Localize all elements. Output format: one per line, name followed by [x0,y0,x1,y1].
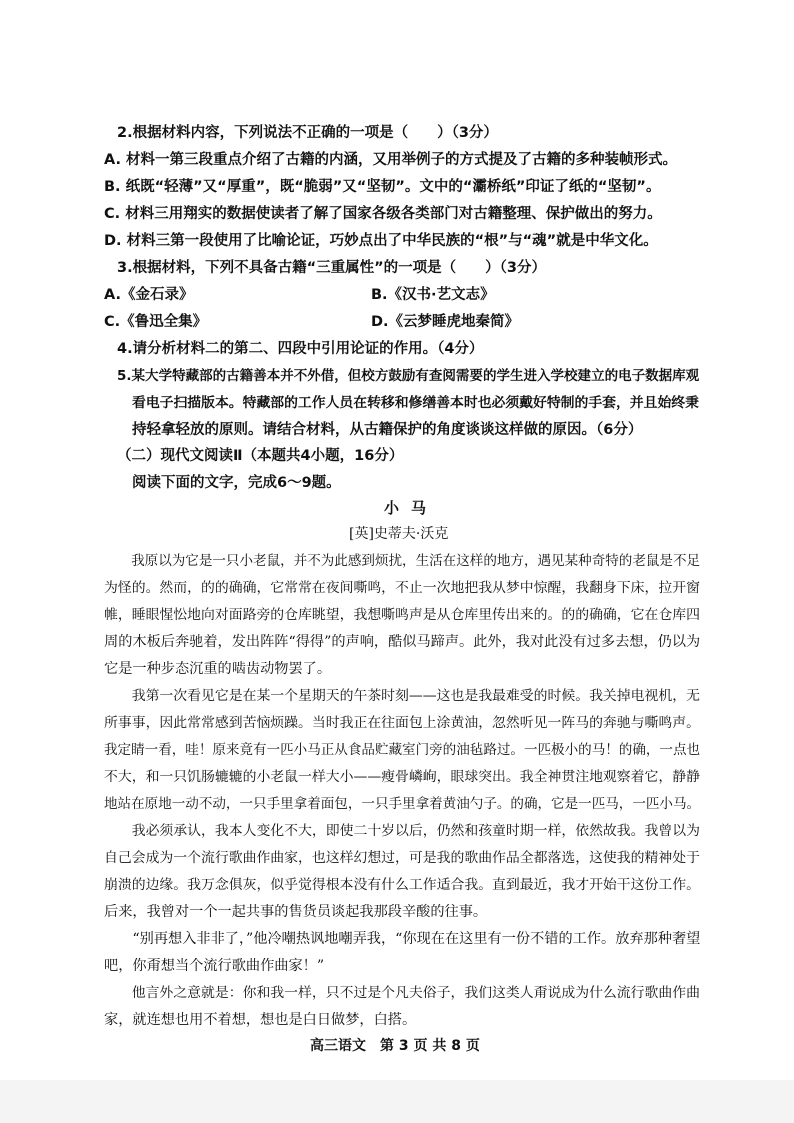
story-line: 后来，我曾对一个一起共事的售货员谈起我那段辛酸的往事。 [104,904,488,920]
q2-option-c: C. 材料三用翔实的数据使读者了解了国家各级各类部门对古籍整理、保护做出的努力。 [104,206,662,222]
q3-option-b: B.《汉书·艺文志》 [371,287,495,303]
section-heading: （二）现代文阅读Ⅱ（本题共4小题，16分） [117,448,404,464]
section-instruction: 阅读下面的文字，完成6～9题。 [132,475,341,491]
q2-stem: 2.根据材料内容，下列说法不正确的一项是（ ）（3分） [117,125,498,141]
story-line: 自己会成为一个流行歌曲作曲家，也这样幻想过，可是我的歌曲作品全都落选，这使我的精神处于 [104,850,700,866]
story-title: 小马 [384,499,439,517]
story-line: 帷，睡眼惺忪地向对面路旁的仓库眺望，我想嘶鸣声是从仓库里传出来的。的的确确，它在仓库四 [104,607,700,623]
q3-option-c: C.《鲁迅全集》 [104,314,208,330]
q2-option-d: D. 材料三第一段使用了比喻论证，巧妙点出了中华民族的“根”与“魂”就是中华文化。 [104,233,658,249]
story-line: 我第一次看见它是在某一个星期天的午茶时刻——这也是我最难受的时候。我关掉电视机，无 [104,688,700,704]
q3-option-a: A.《金石录》 [104,287,194,303]
story-line: 我必须承认，我本人变化不大，即使二十岁以后，仍然和孩童时期一样，依然故我。我曾以为 [104,823,700,839]
q2-option-b: B. 纸既“轻薄”又“厚重”，既“脆弱”又“坚韧”。文中的“灞桥纸”印证了纸的“坚韧”。 [104,179,661,195]
story-line: 为怪的。然而，的的确确，它常常在夜间嘶鸣，不止一次地把我从梦中惊醒，我翻身下床，拉开窗 [104,580,700,596]
q3-option-d: D.《云梦睡虎地秦简》 [371,314,520,330]
story-line: 地站在原地一动不动，一只手里拿着面包，一只手里拿着黄油勺子。的确，它是一匹马，一匹小马。 [104,796,701,812]
story-author: [英]史蒂夫·沃克 [349,526,449,542]
story-line: “别再想入非非了，”他冷嘲热讽地嘲弄我，“你现在在这里有一份不错的工作。放弃那种奢望 [104,931,701,947]
scan-bottom-margin [0,1080,794,1123]
story-line: 不大，和一只饥肠辘辘的小老鼠一样大小——瘦骨嶙峋，眼球突出。我全神贯注地观察着它，静静 [104,769,700,785]
q2-option-a: A. 材料一第三段重点介绍了古籍的内涵，又用举例子的方式提及了古籍的多种装帧形式。 [104,152,678,168]
story-line: 我定睛一看，哇！原来竟有一匹小马正从食品贮藏室门旁的油毡路过。一匹极小的马！的确，一点也 [104,742,701,758]
q3-stem: 3.根据材料，下列不具备古籍“三重属性”的一项是（ ）（3分） [117,260,546,276]
q4-stem: 4.请分析材料二的第二、四段中引用论证的作用。（4分） [117,341,484,357]
story-line: 吧，你甭想当个流行歌曲作曲家！” [104,958,325,974]
page-footer: 高三语文 第 3 页 共 8 页 [310,1038,480,1054]
story-line: 他言外之意就是：你和我一样，只不过是个凡夫俗子，我们这类人甭说成为什么流行歌曲作曲 [104,985,700,1001]
story-line: 家，就连想也用不着想，想也是白日做梦，白搭。 [104,1012,417,1028]
story-line: 周的木板后奔驰着，发出阵阵“得得”的声响，酷似马蹄声。此外，我对此没有过多去想，仍以为 [104,634,701,650]
story-line: 所事事，因此常常感到苦恼烦躁。当时我正在往面包上涂黄油，忽然听见一阵马的奔驰与嘶鸣声。 [104,715,700,731]
q5-line: 5.某大学特藏部的古籍善本并不外借，但校方鼓励有查阅需要的学生进入学校建立的电子数据库观 [117,368,700,384]
story-line: 它是一种步态沉重的啮齿动物罢了。 [104,661,332,677]
story-line: 我原以为它是一只小老鼠，并不为此感到烦扰，生活在这样的地方，遇见某种奇特的老鼠是不足 [104,553,701,569]
story-line: 崩溃的边缘。我万念俱灰，似乎觉得根本没有什么工作适合我。直到最近，我才开始干这份工作。 [104,877,700,893]
q5-line: 持轻拿轻放的原则。请结合材料，从古籍保护的角度谈谈这样做的原因。（6分） [132,422,643,438]
q5-line: 看电子扫描版本。特藏部的工作人员在转移和修缮善本时也必须戴好特制的手套，并且始终秉 [132,395,699,411]
